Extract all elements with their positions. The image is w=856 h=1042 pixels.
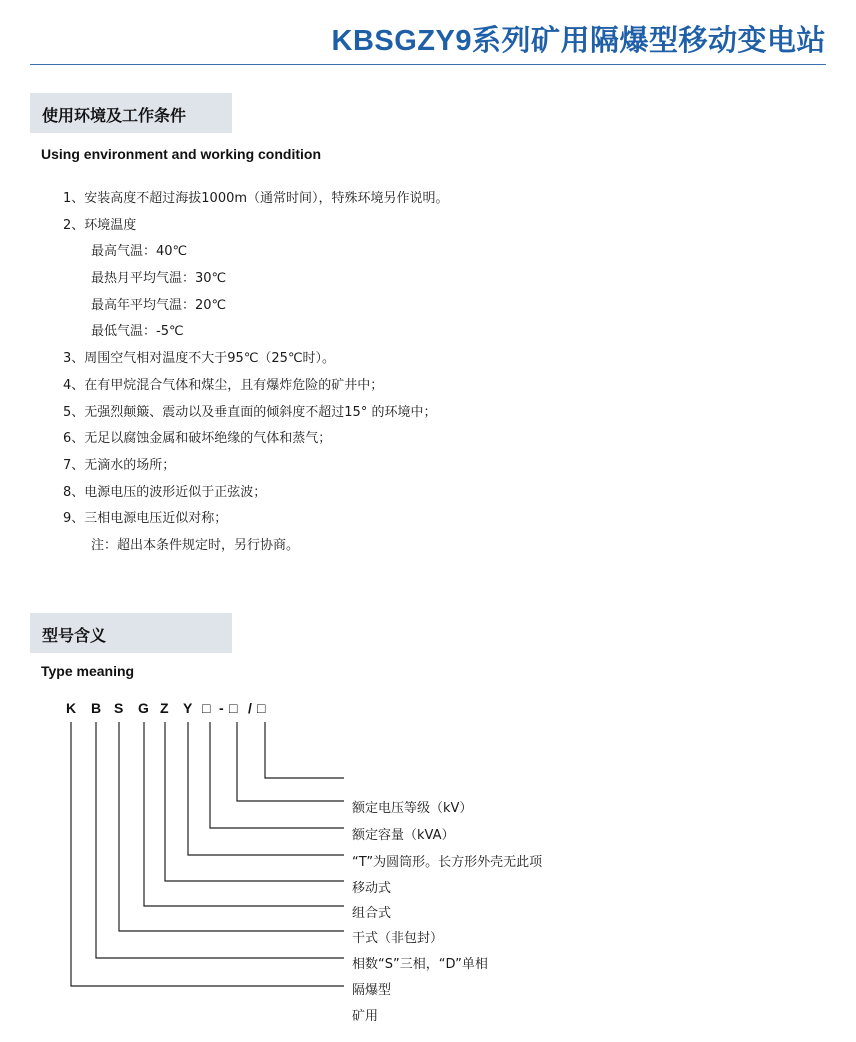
- condition-subitem: 最高气温：40℃: [91, 244, 188, 260]
- section-title-cn: 型号含义: [42, 626, 107, 645]
- page-title: KBSGZY9系列矿用隔爆型移动变电站: [331, 25, 826, 57]
- type-label: 移动式: [352, 881, 392, 896]
- section-title-cn: 使用环境及工作条件: [42, 106, 187, 125]
- condition-note: 注：超出本条件规定时，另行协商。: [91, 537, 300, 553]
- leader-line-b: [96, 722, 344, 958]
- condition-subitem: 最低气温：-5℃: [91, 324, 184, 340]
- condition-item: 4、在有甲烷混合气体和煤尘，且有爆炸危险的矿井中；: [63, 377, 384, 393]
- condition-subitem: 最热月平均气温：30℃: [91, 271, 227, 287]
- code-char: Z: [160, 700, 169, 716]
- condition-item: 6、无足以腐蚀金属和破坏绝缘的气体和蒸气；: [63, 431, 332, 447]
- code-char: G: [138, 700, 149, 716]
- section-title-en: Type meaning: [41, 663, 135, 679]
- type-label: 额定容量（kVA）: [352, 828, 455, 843]
- type-label: 干式（非包封）: [352, 931, 444, 946]
- leader-line-voltage: [237, 722, 344, 801]
- type-label: 组合式: [352, 906, 392, 921]
- code-char: K: [66, 700, 77, 716]
- code-box: □: [257, 700, 266, 716]
- condition-item: 3、周围空气相对温度不大于95℃（25℃时）。: [63, 351, 336, 367]
- leader-line-capacity: [210, 722, 344, 828]
- type-label: 矿用: [352, 1009, 379, 1024]
- type-label: 相数“S”三相，“D”单相: [352, 957, 488, 972]
- leader-line-s: [119, 722, 344, 931]
- type-label: “T”为圆筒形。长方形外壳无此项: [352, 855, 543, 870]
- code-box: □: [202, 700, 211, 716]
- condition-item: 8、电源电压的波形近似于正弦波；: [63, 484, 267, 500]
- leader-line-g: [144, 722, 344, 906]
- code-box: □: [229, 700, 238, 716]
- type-label: 额定电压等级（kV）: [352, 801, 473, 816]
- leader-line-blank: [265, 722, 344, 778]
- condition-item: 1、安装高度不超过海拔1000m（通常时间），特殊环境另作说明。: [63, 191, 449, 206]
- leader-line-k: [71, 722, 344, 986]
- condition-item: 5、无强烈颠簸、震动以及垂直面的倾斜度不超过15° 的环境中；: [63, 404, 437, 420]
- condition-item: 7、无滴水的场所；: [63, 457, 176, 473]
- code-char: S: [114, 700, 124, 716]
- leader-line-y: [188, 722, 344, 855]
- condition-subitem: 最高年平均气温：20℃: [91, 297, 227, 313]
- section-title-en: Using environment and working condition: [41, 146, 322, 162]
- code-char: B: [91, 700, 102, 716]
- type-label: 隔爆型: [352, 983, 392, 998]
- code-char: Y: [183, 700, 193, 716]
- condition-item: 2、环境温度: [63, 217, 137, 233]
- code-char: -: [219, 700, 224, 716]
- code-char: /: [248, 700, 252, 716]
- condition-item: 9、三相电源电压近似对称；: [63, 511, 228, 527]
